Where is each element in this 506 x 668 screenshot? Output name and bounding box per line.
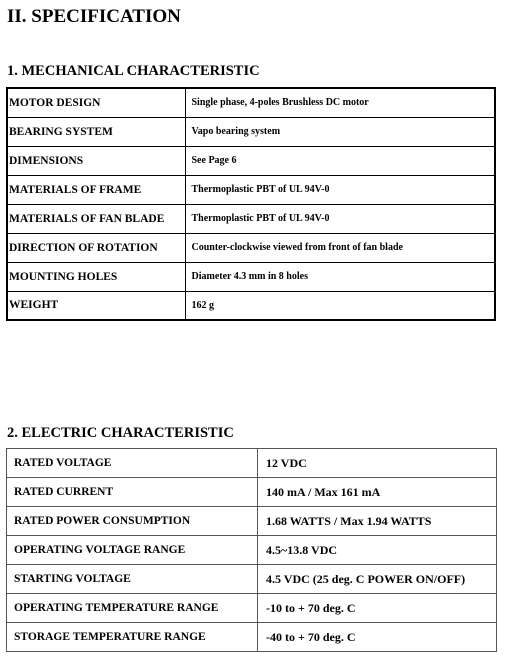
spec-label: STORAGE TEMPERATURE RANGE <box>7 623 258 652</box>
spec-value: 140 mA / Max 161 mA <box>258 478 497 507</box>
spec-label: MOTOR DESIGN <box>7 88 185 117</box>
spec-value: -40 to + 70 deg. C <box>258 623 497 652</box>
spec-label: RATED CURRENT <box>7 478 258 507</box>
electric-spec-table <box>6 448 497 652</box>
spec-label: MATERIALS OF FRAME <box>7 175 185 204</box>
table-row <box>7 204 495 233</box>
spec-value: 4.5~13.8 VDC <box>258 536 497 565</box>
table-row <box>7 594 497 623</box>
spec-value: 162 g <box>185 291 495 320</box>
spec-value: Thermoplastic PBT of UL 94V-0 <box>185 175 495 204</box>
table-row <box>7 507 497 536</box>
mechanical-spec-table <box>6 87 496 321</box>
spec-label: STARTING VOLTAGE <box>7 565 258 594</box>
spec-value: See Page 6 <box>185 146 495 175</box>
spec-label: OPERATING TEMPERATURE RANGE <box>7 594 258 623</box>
spec-value: Counter-clockwise viewed from front of fan blade <box>185 233 495 262</box>
table-row <box>7 146 495 175</box>
spec-label: WEIGHT <box>7 291 185 320</box>
table-row <box>7 88 495 117</box>
spec-label: RATED POWER CONSUMPTION <box>7 507 258 536</box>
spec-value: Vapo bearing system <box>185 117 495 146</box>
electric-section-title: 2. ELECTRIC CHARACTERISTIC <box>7 425 234 441</box>
table-row <box>7 565 497 594</box>
table-row <box>7 478 497 507</box>
spec-label: OPERATING VOLTAGE RANGE <box>7 536 258 565</box>
spec-value: Thermoplastic PBT of UL 94V-0 <box>185 204 495 233</box>
spec-label: DIMENSIONS <box>7 146 185 175</box>
spec-label: BEARING SYSTEM <box>7 117 185 146</box>
spec-label: MOUNTING HOLES <box>7 262 185 291</box>
page-title: II. SPECIFICATION <box>7 6 181 27</box>
spec-value: 1.68 WATTS / Max 1.94 WATTS <box>258 507 497 536</box>
table-row <box>7 449 497 478</box>
table-row <box>7 291 495 320</box>
table-row <box>7 536 497 565</box>
mechanical-section-title: 1. MECHANICAL CHARACTERISTIC <box>7 63 260 79</box>
table-row <box>7 233 495 262</box>
table-row <box>7 175 495 204</box>
spec-value: 12 VDC <box>258 449 497 478</box>
spec-value: Single phase, 4-poles Brushless DC motor <box>185 88 495 117</box>
table-row <box>7 623 497 652</box>
spec-value: Diameter 4.3 mm in 8 holes <box>185 262 495 291</box>
spec-value: -10 to + 70 deg. C <box>258 594 497 623</box>
table-row <box>7 117 495 146</box>
spec-label: DIRECTION OF ROTATION <box>7 233 185 262</box>
spec-label: RATED VOLTAGE <box>7 449 258 478</box>
table-row <box>7 262 495 291</box>
spec-value: 4.5 VDC (25 deg. C POWER ON/OFF) <box>258 565 497 594</box>
spec-label: MATERIALS OF FAN BLADE <box>7 204 185 233</box>
